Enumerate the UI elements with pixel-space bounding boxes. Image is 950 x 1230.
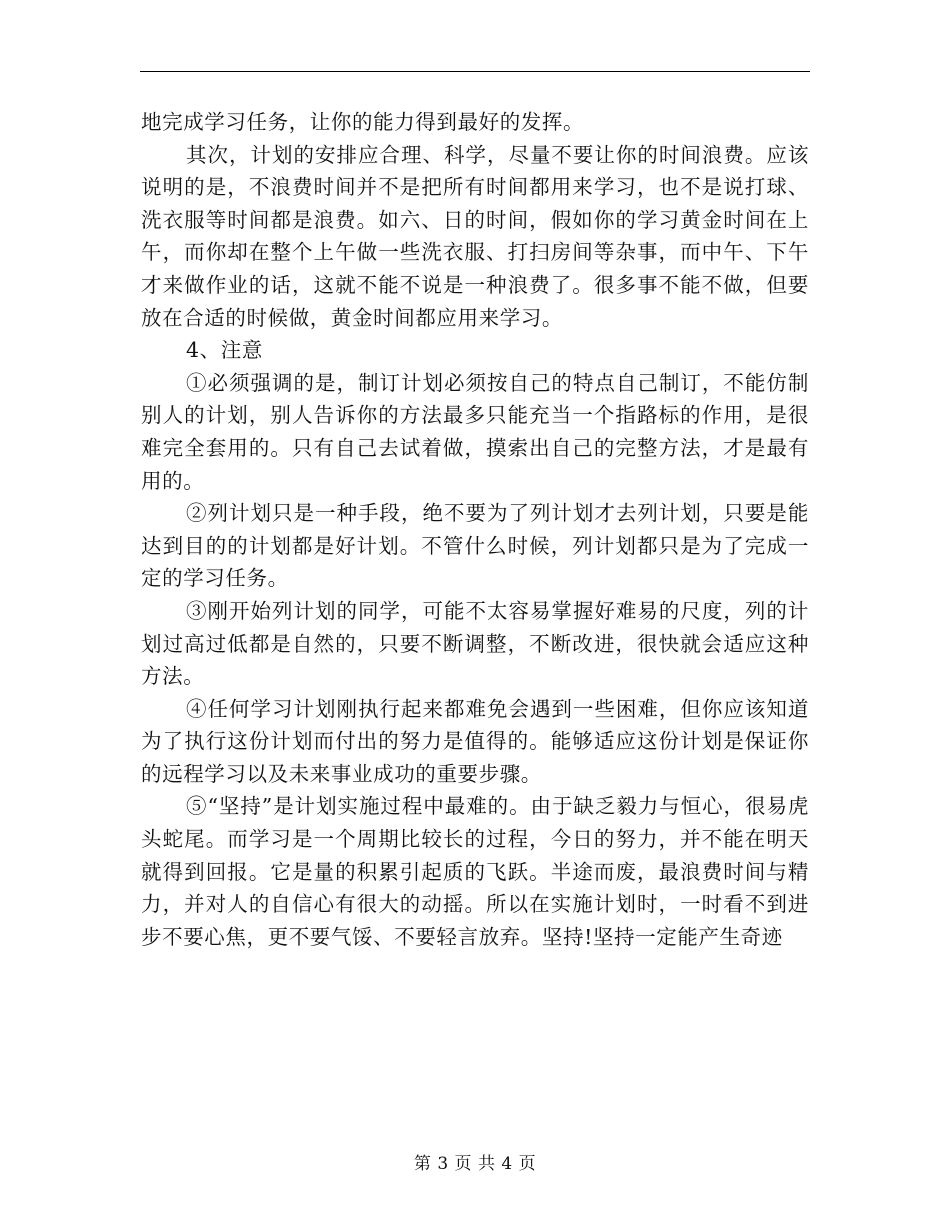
note-item-5: ⑤“坚持”是计划实施过程中最难的。由于缺乏毅力与恒心，很易虎头蛇尾。而学习是一个周期比较长的过程，今日的努力，并不能在明天就得到回报。它是量的积累引起质的飞跃。半途而废，最浪费时间与精力，并对人的自信心有很大的动摇。所以在实施计划时，一时看不到进步不要心焦，更不要气馁、不要轻言放弃。坚持!坚持一定能产生奇迹 bbox=[141, 794, 809, 949]
note-item-1: ①必须强调的是，制订计划必须按自己的特点自己制订，不能仿制别人的计划，别人告诉你的方法最多只能充当一个指路标的作用，是很难完全套用的。只有自己去试着做，摸索出自己的完整方法，才是最有用的。 bbox=[141, 370, 809, 493]
note-item-4: ④任何学习计划刚执行起来都难免会遇到一些困难，但你应该知道为了执行这份计划而付出的努力是值得的。能够适应这份计划是保证你的远程学习以及未来事业成功的重要步骤。 bbox=[141, 696, 809, 786]
paragraph-time-arrangement: 其次，计划的安排应合理、科学，尽量不要让你的时间浪费。应该说明的是，不浪费时间并不是把所有时间都用来学习，也不是说打球、洗衣服等时间都是浪费。如六、日的时间，假如你的学习黄金时间在上午，而你却在整个上午做一些洗衣服、打扫房间等杂事，而中午、下午才来做作业的话，这就不能不说是一种浪费了。很多事不能不做，但要放在合适的时候做，黄金时间都应用来学习。 bbox=[141, 142, 809, 330]
paragraph-continuation: 地完成学习任务，让你的能力得到最好的发挥。 bbox=[141, 110, 585, 134]
note-item-3: ③刚开始列计划的同学，可能不太容易掌握好难易的尺度，列的计划过高过低都是自然的，只要不断调整，不断改进，很快就会适应这种方法。 bbox=[141, 598, 809, 689]
section-heading-notes: 4、注意 bbox=[186, 338, 263, 363]
page-number-footer: 第 3 页 共 4 页 bbox=[413, 1154, 537, 1174]
document-body bbox=[141, 106, 809, 953]
header-rule bbox=[140, 71, 810, 72]
note-item-2: ②列计划只是一种手段，绝不要为了列计划才去列计划，只要是能达到目的的计划都是好计划。不管什么时候，列计划都只是为了完成一定的学习任务。 bbox=[141, 501, 809, 591]
